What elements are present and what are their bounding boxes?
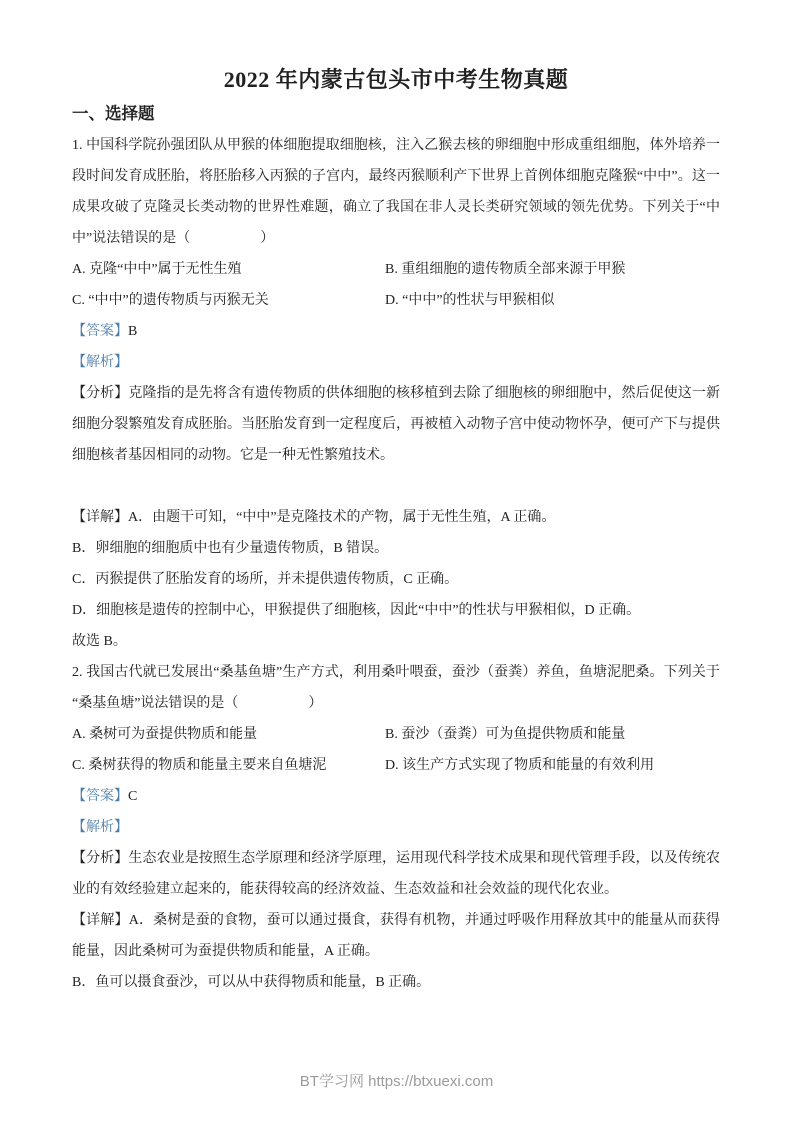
conclusion-line: 故选 B。: [72, 634, 127, 649]
detail-line: B．卵细胞的细胞质中也有少量遗传物质，B 错误。: [72, 541, 389, 556]
detail-text: A．由题干可知，“中中”是克隆技术的产物，属于无性生殖，A 正确。: [128, 510, 556, 525]
option-d: D. 该生产方式实现了物质和能量的有效利用: [385, 758, 655, 773]
analysis-paragraph: [72, 843, 720, 905]
detail-label: 【详解】: [72, 510, 128, 525]
option-c: C. “中中”的遗传物质与丙猴无关: [72, 293, 269, 308]
question-block-2: [72, 657, 720, 998]
watermark-footer: BT学习网 https://btxuexi.com: [299, 1073, 494, 1090]
analysis-section-label: 【解析】: [72, 355, 128, 370]
answer-line: [72, 781, 720, 812]
analysis-text: 克隆指的是先将含有遗传物质的供体细胞的核移植到去除了细胞核的卵细胞中，然后促使这一新细胞分裂繁殖发育成胚胎。当胚胎发育到一定程度后，再被植入动物子宫中使动物怀孕，便可产下与提供细胞核者基因相同的动物。它是一种无性繁殖技术。: [72, 386, 721, 463]
options-grid: [72, 719, 720, 781]
question-block-1: [72, 130, 720, 657]
analysis-text: 生态农业是按照生态学原理和经济学原理，运用现代科学技术成果和现代管理手段，以及传统农业的有效经验建立起来的，能获得较高的经济效益、生态效益和社会效益的现代化农业。: [72, 851, 721, 897]
option-b: B. 重组细胞的遗传物质全部来源于甲猴: [385, 262, 626, 277]
analysis-label: 【分析】: [72, 386, 129, 401]
detail-text: A．桑树是蚕的食物，蚕可以通过摄食，获得有机物，并通过呼吸作用释放其中的能量从而获得能量，因此桑树可为蚕提供物质和能量，A 正确。: [72, 913, 721, 959]
option-a: A. 克隆“中中”属于无性生殖: [72, 262, 242, 277]
analysis-section-label: 【解析】: [72, 820, 128, 835]
option-a: A. 桑树可为蚕提供物质和能量: [72, 727, 258, 742]
question-stem: 1. 中国科学院孙强团队从甲猴的体细胞提取细胞核，注入乙猴去核的卵细胞中形成重组细胞，体外培养一段时间发育成胚胎，将胚胎移入丙猴的子宫内，最终丙猴顺利产下世界上首例体细胞克隆猴“中中”。这一成果攻破了克隆灵长类动物的世界性难题，确立了我国在非人灵长类研究领域的领先优势。下列关于“中中”说法错误的是（ ）: [72, 138, 720, 246]
answer-label: 【答案】: [72, 789, 128, 804]
section-heading: 一、选择题: [72, 104, 155, 123]
options-grid: [72, 254, 720, 316]
option-d: D. “中中”的性状与甲猴相似: [385, 293, 555, 308]
option-b: B. 蚕沙（蚕粪）可为鱼提供物质和能量: [385, 727, 626, 742]
analysis-paragraph: [72, 378, 720, 471]
option-c: C. 桑树获得的物质和能量主要来自鱼塘泥: [72, 758, 327, 773]
blank-line: [72, 471, 720, 502]
answer-value: C: [128, 789, 138, 804]
question-stem: 2. 我国古代就已发展出“桑基鱼塘”生产方式，利用桑叶喂蚕，蚕沙（蚕粪）养鱼，鱼塘泥肥桑。下列关于“桑基鱼塘”说法错误的是（ ）: [72, 665, 720, 711]
detail-label: 【详解】: [72, 913, 129, 928]
page-title: 2022 年内蒙古包头市中考生物真题: [223, 67, 569, 92]
detail-line: B．鱼可以摄食蚕沙，可以从中获得物质和能量，B 正确。: [72, 975, 431, 990]
detail-line: C．丙猴提供了胚胎发育的场所，并未提供遗传物质，C 正确。: [72, 572, 459, 587]
answer-line: [72, 316, 720, 347]
detail-line: D．细胞核是遗传的控制中心，甲猴提供了细胞核，因此“中中”的性状与甲猴相似，D 正确。: [72, 603, 641, 618]
answer-value: B: [128, 324, 138, 339]
detail-line: [72, 502, 720, 533]
analysis-label: 【分析】: [72, 851, 129, 866]
answer-label: 【答案】: [72, 324, 128, 339]
detail-line: [72, 905, 720, 967]
